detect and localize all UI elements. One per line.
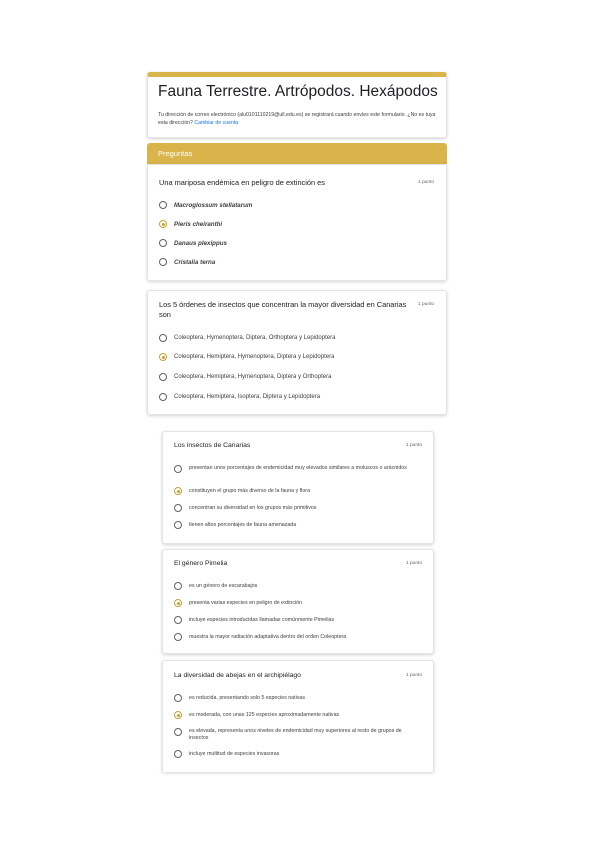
question-card-2 <box>147 290 447 415</box>
radio-button[interactable] <box>159 373 167 381</box>
option-label: Danaus plexippus <box>174 240 227 247</box>
question-text: Una mariposa endémica en peligro de extinción es <box>159 178 325 187</box>
question-points: 1 punto <box>406 561 423 566</box>
option-label: Macroglossum stellatarum <box>174 202 253 209</box>
option-label: es elevada, representa unos niveles de endemicidad muy superiores al resto de grupos de insectos <box>189 728 402 741</box>
radio-button[interactable] <box>174 728 182 736</box>
radio-button[interactable] <box>159 258 167 266</box>
change-account-link[interactable]: Cambiar de cuenta <box>194 120 239 126</box>
radio-button[interactable] <box>174 521 182 529</box>
option-label: es moderada, con unas 125 especies aproximadamente nativas <box>189 712 340 718</box>
radio-button[interactable] <box>174 582 182 590</box>
radio-button-selected[interactable] <box>159 220 167 228</box>
question-card-3 <box>162 431 434 544</box>
radio-button-selected[interactable] <box>159 353 167 361</box>
option-label: tienen altos porcentajes de fauna amenazada <box>189 522 297 528</box>
form-header-card <box>147 72 447 138</box>
question-points: 1 punto <box>418 180 435 185</box>
question-card-1 <box>147 164 447 281</box>
question-text: Los insectos de Canarias <box>174 442 251 449</box>
radio-button[interactable] <box>159 334 167 342</box>
question-text: El género Pimelia <box>174 560 228 567</box>
option-label: presentan unos porcentajes de endemicidad muy elevados similares a moluscos o arácnidos <box>189 465 407 471</box>
radio-button-selected[interactable] <box>174 487 182 495</box>
option-label: Pieris cheiranthi <box>174 221 223 228</box>
question-text: Los 5 órdenes de insectos que concentran la mayor diversidad en Canarias son <box>159 300 407 319</box>
option-label: constituyen el grupo más diverso de la fauna y flora <box>189 488 311 494</box>
option-label: es un género de escarabajos <box>189 583 258 589</box>
radio-button-selected[interactable] <box>174 711 182 719</box>
radio-button[interactable] <box>159 393 167 401</box>
option-label: muestra la mayor radiación adaptativa dentro del orden Coleoptera <box>189 634 347 640</box>
option-label: concentran su diversidad en los grupos más primitivos <box>189 505 317 511</box>
radio-button[interactable] <box>174 616 182 624</box>
form-title: Fauna Terrestre. Artrópodos. Hexápodos <box>158 83 438 100</box>
question-text: La diversidad de abejas en el archipiélago <box>174 672 301 679</box>
option-label: incluye especies introducidas llamadas comúnmente Pimelias <box>189 617 335 623</box>
email-notice <box>158 111 440 127</box>
email-notice-text: Tu dirección de correo electrónico (alu0101110219@ull.edu.es) se registrará cuando envíes este formulario. ¿No es tuya esta dirección? <box>158 112 436 126</box>
option-label: es reducida, presentando solo 5 especies nativas <box>189 695 306 701</box>
radio-button[interactable] <box>159 201 167 209</box>
option-label: Cristalia terna <box>174 259 216 266</box>
radio-button[interactable] <box>174 504 182 512</box>
radio-button[interactable] <box>174 694 182 702</box>
question-points: 1 punto <box>418 302 435 307</box>
option-label: Coleoptera, Hemiptera, Hymenoptera, Diptera y Orthoptera <box>174 374 332 380</box>
option-label: Coleoptera, Hymenoptera, Diptera, Orthoptera y Lepidoptera <box>174 335 336 341</box>
question-points: 1 punto <box>406 443 423 448</box>
radio-button[interactable] <box>174 633 182 641</box>
radio-button[interactable] <box>174 750 182 758</box>
radio-button[interactable] <box>159 239 167 247</box>
option-label: Coleoptera, Hemiptera, Isoptera, Diptera y Lepidoptera <box>174 394 321 400</box>
question-card-5 <box>162 660 434 772</box>
option-label: presenta varias especies en peligro de extinción <box>189 600 303 606</box>
question-card-4 <box>162 549 434 654</box>
option-label: incluye multitud de especies invasoras <box>189 751 280 757</box>
question-points: 1 punto <box>406 673 423 678</box>
radio-button[interactable] <box>174 465 182 473</box>
radio-button-selected[interactable] <box>174 599 182 607</box>
option-label: Coleoptera, Hemiptera, Hymenoptera, Diptera y Lepidoptera <box>174 354 335 360</box>
section-header: Preguntas <box>147 143 447 164</box>
